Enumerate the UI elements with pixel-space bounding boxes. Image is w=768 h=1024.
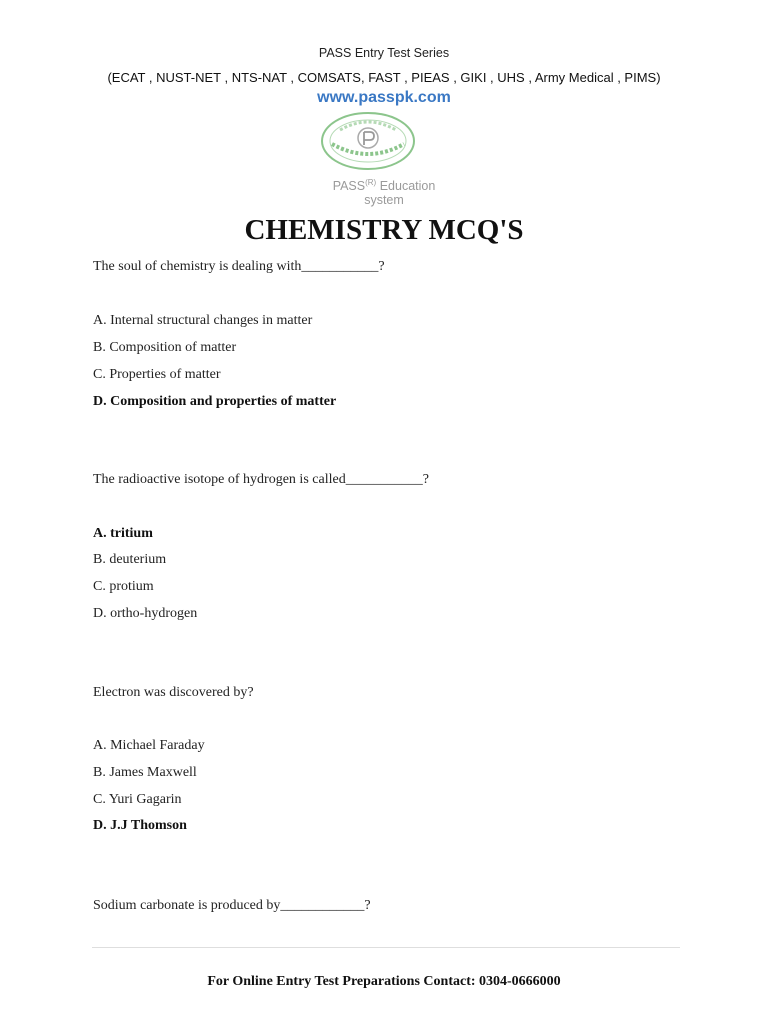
option-item: C. protium (93, 579, 154, 594)
option-item: C. Yuri Gagarin (93, 792, 182, 807)
header-url[interactable]: www.passpk.com (317, 89, 451, 106)
option-item-correct: D. J.J Thomson (93, 818, 187, 833)
option-item-correct: A. tritium (93, 526, 153, 541)
option-item: A. Internal structural changes in matter (93, 313, 313, 328)
option-item: C. Properties of matter (93, 367, 221, 382)
option-item: B. James Maxwell (93, 765, 197, 780)
option-item: B. deuterium (93, 552, 167, 567)
question-text: Sodium carbonate is produced by____________? (93, 898, 371, 913)
option-item: A. Michael Faraday (93, 738, 205, 753)
header-series: PASS Entry Test Series (318, 46, 450, 60)
page-title: CHEMISTRY MCQ'S (244, 214, 524, 246)
footer-contact: For Online Entry Test Preparations Contact: 0304-0666000 (207, 974, 561, 989)
option-item: D. ortho-hydrogen (93, 606, 198, 621)
footer-divider (92, 947, 680, 948)
question-text: The radioactive isotope of hydrogen is called___________? (93, 472, 429, 487)
question-text: The soul of chemistry is dealing with___________? (93, 259, 385, 274)
logo-caption: $PASS^{(R)}$ Education system (332, 178, 436, 208)
pass-logo-icon (318, 110, 418, 172)
option-item: B. Composition of matter (93, 340, 237, 355)
question-text: Electron was discovered by? (93, 685, 254, 700)
option-item-correct: D. Composition and properties of matter (93, 394, 337, 409)
header-exams: (ECAT , NUST-NET , NTS-NAT , COMSATS, FAST , PIEAS , GIKI , UHS , Army Medical , PIMS) (107, 70, 661, 85)
